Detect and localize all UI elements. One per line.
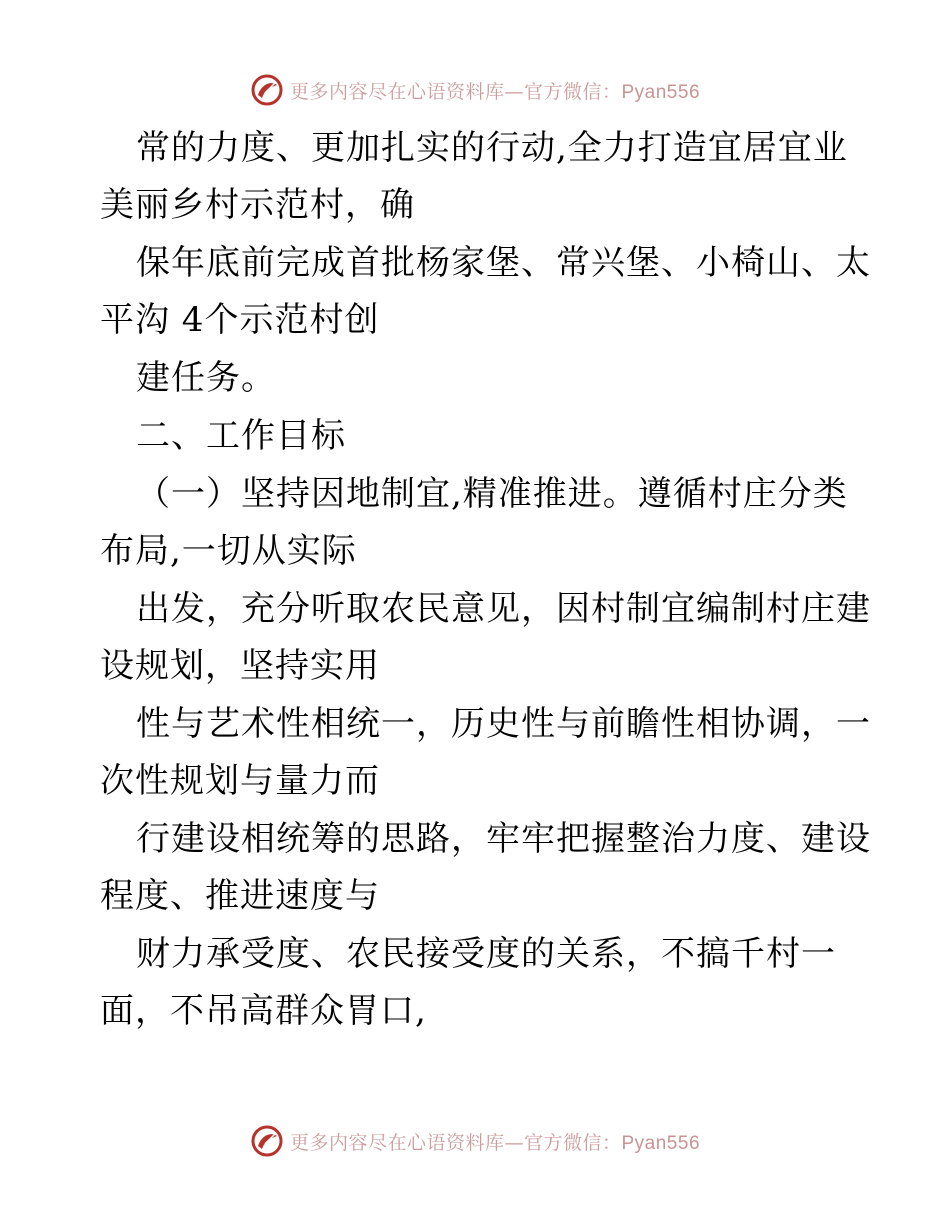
seal-logo-icon — [250, 73, 284, 107]
watermark-text — [290, 77, 700, 104]
para-1-line-2: 美丽乡村示范村，确 — [100, 185, 415, 225]
watermark-label: 更多内容尽在心语资料库—官方微信： — [289, 1131, 622, 1154]
para-8-line-2: 程度、推进速度与 — [100, 876, 380, 916]
para-8-line-1: 行建设相统筹的思路，牢牢把握整治力度、建设 — [136, 819, 871, 859]
footer-watermark — [0, 1121, 950, 1161]
watermark-id: Pyan556 — [621, 1132, 701, 1154]
watermark-label: 更多内容尽在心语资料库—官方微信： — [289, 80, 622, 103]
para-5-line-2: 布局,一切从实际 — [100, 531, 357, 571]
para-7-line-2: 次性规划与量力而 — [100, 761, 380, 801]
para-3-line-1: 建任务。 — [136, 358, 276, 398]
para-7-line-1: 性与艺术性相统一，历史性与前瞻性相协调，一 — [136, 704, 871, 744]
watermark-id: Pyan556 — [621, 81, 701, 103]
header-watermark — [0, 70, 950, 110]
para-1-line-1: 常的力度、更加扎实的行动,全力打造宜居宜业 — [136, 128, 848, 168]
para-2-line-2: 平沟 4个示范村创 — [100, 300, 380, 340]
para-5-line-1: （一）坚持因地制宜,精准推进。遵循村庄分类 — [136, 474, 848, 514]
para-9-line-1: 财力承受度、农民接受度的关系，不搞千村一 — [136, 934, 836, 974]
section-heading: 二、工作目标 — [136, 416, 346, 456]
para-2-line-1: 保年底前完成首批杨家堡、常兴堡、小椅山、太 — [136, 243, 871, 283]
para-9-line-2: 面，不吊高群众胃口, — [100, 991, 427, 1031]
watermark-text — [290, 1128, 700, 1155]
para-6-line-2: 设规划，坚持实用 — [100, 646, 380, 686]
para-6-line-1: 出发，充分听取农民意见，因村制宜编制村庄建 — [136, 589, 871, 629]
seal-logo-icon — [250, 1124, 284, 1158]
